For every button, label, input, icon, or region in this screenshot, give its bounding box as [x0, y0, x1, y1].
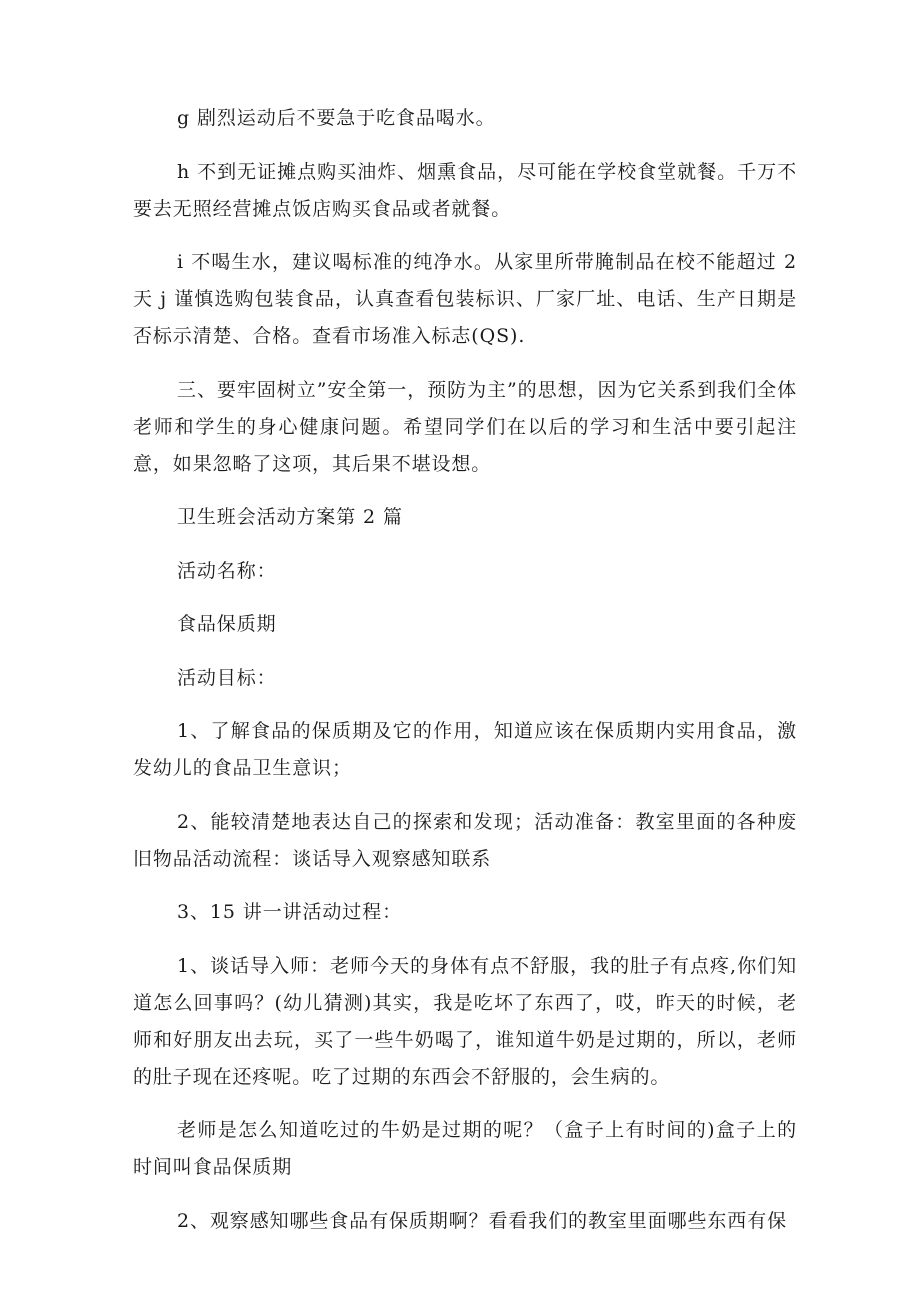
activity-name-value: 食品保质期 — [177, 613, 277, 635]
paragraph-h-vendors: h 不到无证摊点购买油炸、烟熏食品，尽可能在学校食堂就餐。千万不要去无照经营摊点饭店购买食品或者就餐。 — [133, 160, 797, 220]
paragraph-i-water: i 不喝生水，建议喝标准的纯净水。从家里所带腌制品在校不能超过 2 天 j 谨慎选购包装食品，认真查看包装标识、厂家厂址、电话、生产日期是否标示清楚、合格。查看市场准入标志(QS). — [133, 251, 797, 347]
process-step-1: 1、谈话导入师：老师今天的身体有点不舒服，我的肚子有点疼,你们知道怎么回事吗？(幼儿猜测)其实，我是吃坏了东西了，哎，昨天的时候，老师和好朋友出去玩，买了一些牛奶喝了，谁知道牛奶是过期的，所以，老师的肚子现在还疼呢。吃了过期的东西会不舒服的，会生病的。 — [133, 954, 797, 1088]
goal-item-1: 1、了解食品的保质期及它的作用，知道应该在保质期内实用食品，激发幼儿的食品卫生意识； — [133, 720, 797, 779]
activity-name-label: 活动名称： — [177, 559, 277, 582]
goal-item-3: 3、15 讲一讲活动过程： — [177, 901, 403, 923]
document-body — [133, 100, 797, 1256]
section-title: 卫生班会活动方案第 2 篇 — [177, 506, 403, 528]
paragraph-safety-first: 三、要牢固树立”安全第一，预防为主”的思想，因为它关系到我们全体老师和学生的身心健康问题。希望同学们在以后的学习和生活中要引起注意，如果忽略了这项，其后果不堪设想。 — [133, 378, 797, 475]
paragraph-g-exercise: g 剧烈运动后不要急于吃食品喝水。 — [177, 107, 496, 129]
activity-goals-label: 活动目标： — [177, 666, 277, 689]
process-step-1-continued: 老师是怎么知道吃过的牛奶是过期的呢？（盒子上有时间的)盒子上的时间叫食品保质期 — [133, 1119, 797, 1178]
process-step-2: 2、观察感知哪些食品有保质期啊？看看我们的教室里面哪些东西有保 — [177, 1209, 787, 1232]
goal-item-2: 2、能较清楚地表达自己的探索和发现；活动准备：教室里面的各种废旧物品活动流程：谈话导入观察感知联系 — [133, 810, 797, 870]
